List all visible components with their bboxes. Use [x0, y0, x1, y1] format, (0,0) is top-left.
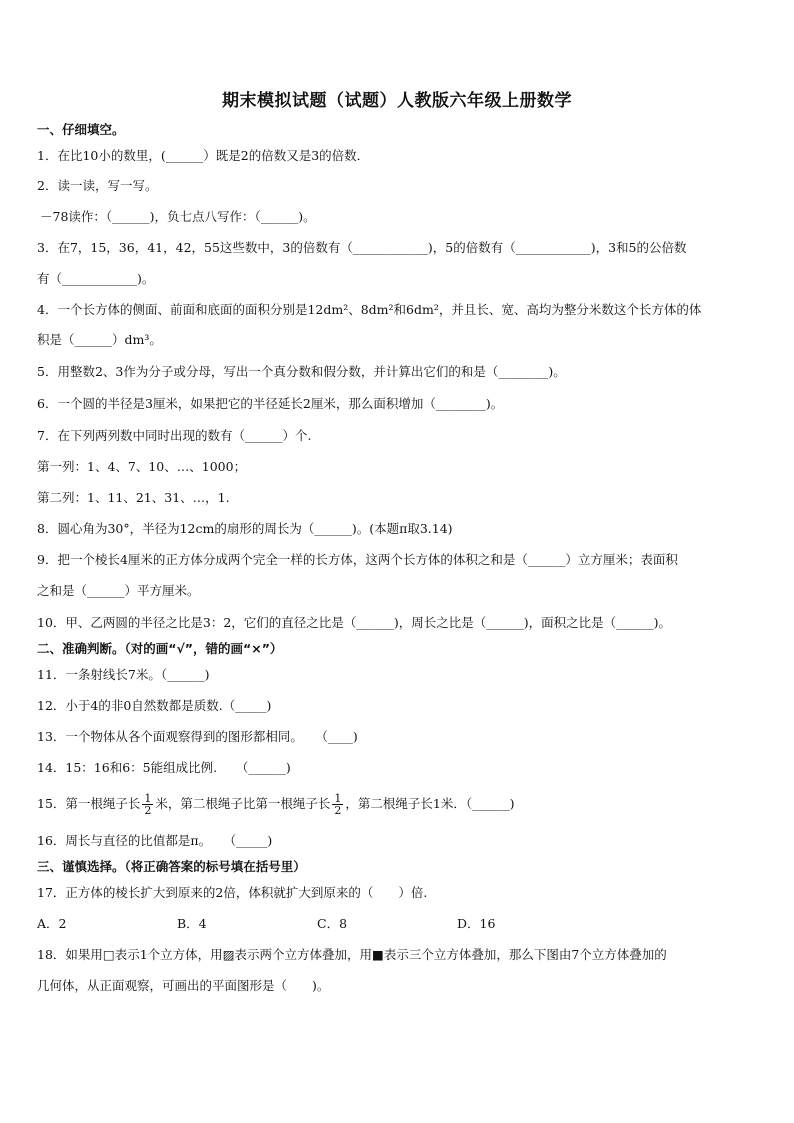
question-2: 2．读一读，写一写。 [37, 178, 158, 193]
fraction-one-half-b [332, 793, 343, 816]
fraction-a-numerator: 1 [144, 792, 152, 805]
question-18-part-4: 表示三个立方体叠加，那么下图由7个立方体叠加的 [383, 947, 667, 962]
question-18-part-1: 18．如果用 [37, 947, 103, 962]
question-18-line-2: 几何体，从正面观察，可画出的平面图形是（ )。 [37, 978, 330, 993]
question-14: 14．15：16和6：5能组成比例. （______) [37, 760, 291, 775]
question-9-line-1: 9．把一个棱长4厘米的正方体分成两个完全一样的长方体，这两个长方体的体积之和是（______）立方厘米；表面积 [37, 552, 678, 567]
question-1: 1．在比10小的数里，(______）既是2的倍数又是3的倍数． [37, 148, 370, 163]
question-11: 11．一条射线长7米。（______) [37, 667, 210, 682]
question-18-part-2: 表示1个立方体，用 [114, 947, 223, 962]
question-18-line-1 [37, 946, 761, 964]
section-3-heading: 三、谨慎选择。（将正确答案的标号填在括号里） [37, 859, 306, 874]
question-5: 5．用整数2、3作为分子或分母，写出一个真分数和假分数，并计算出它们的和是（________)。 [37, 364, 566, 379]
question-8: 8．圆心角为30°，半径为12cm的扇形的周长为（______)。(本题π取3.14) [37, 521, 453, 536]
question-3-line-2: 有（____________)。 [37, 271, 155, 286]
filled-square-icon: ■ [372, 947, 384, 962]
fraction-b-numerator: 1 [334, 792, 342, 805]
question-15-middle: 米，第二根绳子比第一根绳子长 [155, 796, 331, 811]
question-6: 6．一个圆的半径是3厘米，如果把它的半径延长2厘米，那么面积增加（________)。 [37, 396, 504, 411]
question-7: 7．在下列两列数中同时出现的数有（______）个. [37, 428, 312, 443]
fraction-b-denominator: 2 [334, 804, 342, 817]
option-a: A．2 [37, 916, 67, 931]
section-1-heading: 一、仔细填空。 [37, 122, 125, 137]
option-b: B．4 [177, 916, 207, 931]
question-7-row-2: 第二列：1、11、21、31、…，1. [37, 490, 230, 505]
question-15 [37, 790, 761, 818]
question-18-part-3: 表示两个立方体叠加，用 [234, 947, 373, 962]
question-10: 10．甲、乙两圆的半径之比是3：2，它们的直径之比是（______)，周长之比是（______)，面积之比是（______)。 [37, 615, 671, 630]
question-17-options [37, 915, 761, 933]
empty-square-icon: □ [102, 947, 115, 962]
question-15-suffix: ，第二根绳子长1米．（______) [345, 796, 515, 811]
hatched-square-icon: ▨ [222, 947, 235, 962]
question-16: 16．周长与直径的比值都是π。 （_____) [37, 833, 273, 848]
option-d: D．16 [457, 916, 496, 931]
question-15-prefix: 15．第一根绳子长 [37, 796, 141, 811]
question-3-line-1: 3．在7，15，36，41，42，55这些数中，3的倍数有（____________)，5的倍数有（____________)，3和5的公倍数 [37, 240, 687, 255]
question-4-line-1: 4．一个长方体的侧面、前面和底面的面积分别是12dm²、8dm²和6dm²，并且长、宽、高均为整分米数这个长方体的体 [37, 302, 702, 317]
question-13: 13．一个物体从各个面观察得到的图形都相同。 （____) [37, 729, 358, 744]
option-c: C．8 [317, 916, 348, 931]
fraction-a-denominator: 2 [144, 804, 152, 817]
question-7-row-1: 第一列：1、4、7、10、…、1000； [37, 459, 247, 474]
fraction-one-half-a [142, 793, 153, 816]
question-9-line-2: 之和是（______）平方厘米。 [37, 583, 200, 598]
question-12: 12．小于4的非0自然数都是质数.（_____) [37, 698, 272, 713]
question-17: 17．正方体的棱长扩大到原来的2倍，体积就扩大到原来的（ ）倍. [37, 885, 428, 900]
question-2-sub: －78读作：（______)，负七点八写作：（______)。 [40, 209, 316, 224]
page-title: 期末模拟试题（试题）人教版六年级上册数学 [222, 91, 572, 111]
section-2-heading: 二、准确判断。（对的画“√”，错的画“×”） [37, 641, 283, 656]
question-4-line-2: 积是（______）dm³。 [37, 332, 162, 347]
